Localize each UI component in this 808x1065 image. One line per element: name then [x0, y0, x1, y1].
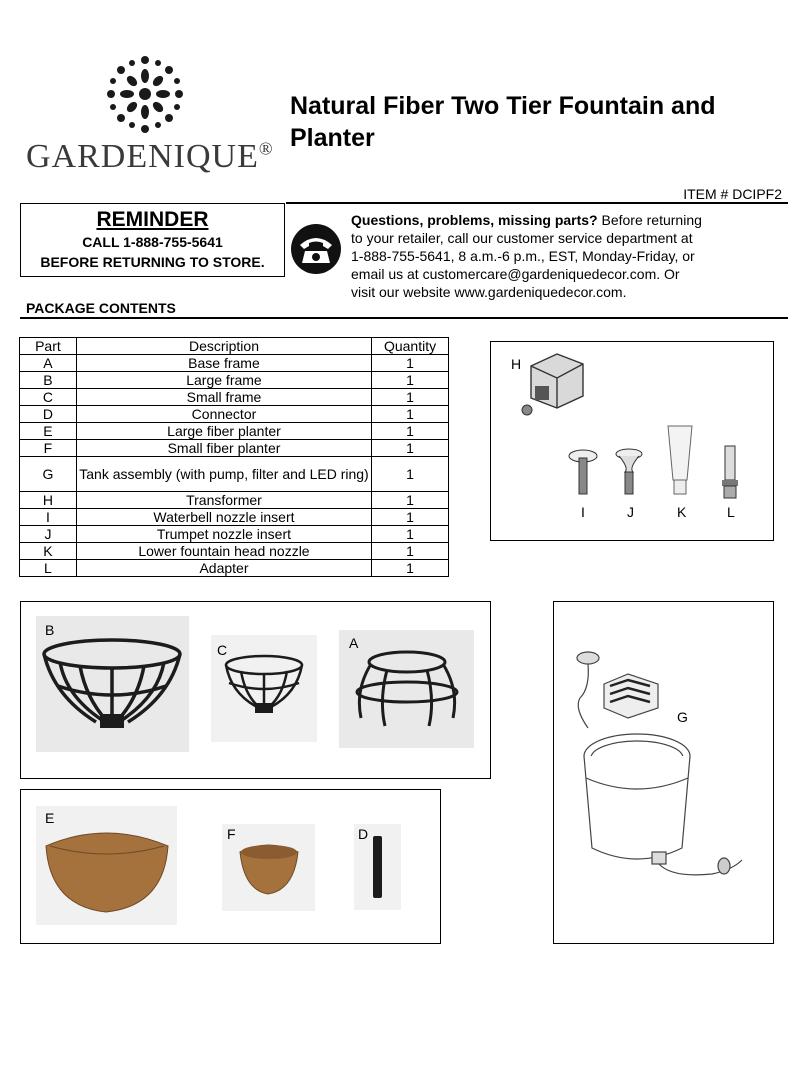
large-frame-photo [36, 616, 189, 752]
table-row [20, 509, 449, 526]
adapter-image [719, 444, 741, 500]
hardware-box [490, 341, 774, 541]
fountain-head-nozzle-image [663, 422, 697, 498]
cell-part: J [20, 526, 77, 543]
cell-part: K [20, 543, 77, 560]
contact-heading: Questions, problems, missing parts? [351, 212, 598, 228]
cell-part: D [20, 406, 77, 423]
logo-flower-icon [100, 52, 190, 137]
package-contents-heading: PACKAGE CONTENTS [26, 300, 176, 316]
contact-line-4: email us at customercare@gardeniquedecor.com. Or [351, 266, 680, 282]
label-B: B [45, 622, 55, 638]
table-row [20, 457, 449, 492]
cell-description: Adapter [76, 560, 371, 577]
cell-quantity: 1 [372, 492, 449, 509]
label-A: A [349, 635, 359, 651]
table-row [20, 389, 449, 406]
table-row [20, 355, 449, 372]
small-planter-photo [222, 824, 315, 911]
small-fiber-planter-image [222, 824, 315, 911]
label-E: E [45, 810, 55, 826]
contact-line-2: to your retailer, call our customer service department at [351, 230, 693, 246]
trumpet-nozzle-image [613, 448, 645, 498]
large-planter-photo [36, 806, 177, 925]
tank-box [553, 601, 774, 944]
cell-part: E [20, 423, 77, 440]
cell-quantity: 1 [372, 440, 449, 457]
reminder-call: CALL 1-888-755-5641 [82, 234, 223, 250]
table-row [20, 406, 449, 423]
cell-quantity: 1 [372, 543, 449, 560]
title-line-1: Natural Fiber Two Tier Fountain and [290, 92, 716, 120]
planters-box [20, 789, 441, 944]
label-L: L [727, 504, 735, 520]
phone-icon [290, 223, 342, 275]
cell-quantity: 1 [372, 560, 449, 577]
cell-description: Transformer [76, 492, 371, 509]
base-frame-image [339, 630, 474, 748]
cell-quantity: 1 [372, 372, 449, 389]
cell-part: L [20, 560, 77, 577]
cell-description: Small frame [76, 389, 371, 406]
table-row [20, 372, 449, 389]
cell-part: B [20, 372, 77, 389]
header-quantity: Quantity [372, 338, 449, 355]
cell-quantity: 1 [372, 526, 449, 543]
header-part: Part [20, 338, 77, 355]
cell-description: Lower fountain head nozzle [76, 543, 371, 560]
cell-description: Connector [76, 406, 371, 423]
cell-quantity: 1 [372, 389, 449, 406]
registered-mark: ® [258, 138, 274, 159]
brand-logo [26, 138, 274, 176]
product-title [290, 90, 716, 154]
cell-quantity: 1 [372, 457, 449, 492]
table-row [20, 440, 449, 457]
cell-description: Large fiber planter [76, 423, 371, 440]
cell-part: G [20, 457, 77, 492]
cell-part: I [20, 509, 77, 526]
cell-part: C [20, 389, 77, 406]
parts-table [19, 337, 449, 577]
table-row [20, 423, 449, 440]
cell-description: Large frame [76, 372, 371, 389]
table-row [20, 560, 449, 577]
transformer-image [519, 348, 589, 420]
cell-part: A [20, 355, 77, 372]
contact-line-1: Before returning [597, 212, 702, 228]
tank-assembly-image [562, 638, 762, 898]
label-C: C [217, 642, 228, 658]
frames-box [20, 601, 491, 779]
waterbell-nozzle-image [567, 448, 599, 498]
label-G: G [677, 709, 688, 725]
table-row [20, 492, 449, 509]
contact-info [351, 211, 791, 301]
reminder-before: BEFORE RETURNING TO STORE. [40, 254, 265, 270]
cell-quantity: 1 [372, 406, 449, 423]
cell-description: Trumpet nozzle insert [76, 526, 371, 543]
contact-line-3: 1-888-755-5641, 8 a.m.-6 p.m., EST, Monday-Friday, or [351, 248, 695, 264]
cell-part: F [20, 440, 77, 457]
table-header-row [20, 338, 449, 355]
label-J: J [627, 504, 634, 520]
reminder-heading: REMINDER [96, 208, 209, 231]
table-row [20, 526, 449, 543]
section-divider [20, 317, 788, 319]
cell-quantity: 1 [372, 423, 449, 440]
cell-description: Base frame [76, 355, 371, 372]
header-description: Description [76, 338, 371, 355]
cell-quantity: 1 [372, 355, 449, 372]
title-line-2: Planter [290, 124, 375, 152]
large-frame-image [36, 616, 189, 752]
cell-description: Small fiber planter [76, 440, 371, 457]
header-divider [286, 202, 788, 204]
brand-name: GARDENIQUE [26, 138, 259, 175]
cell-part: H [20, 492, 77, 509]
contact-line-5: visit our website www.gardeniquedecor.com. [351, 284, 627, 300]
label-H: H [511, 356, 522, 372]
reminder-box [20, 203, 285, 277]
label-D: D [358, 826, 369, 842]
cell-description: Waterbell nozzle insert [76, 509, 371, 526]
cell-description: Tank assembly (with pump, filter and LED ring) [76, 457, 371, 492]
cell-quantity: 1 [372, 509, 449, 526]
label-I: I [581, 504, 585, 520]
base-frame-photo [339, 630, 474, 748]
item-number: ITEM # DCIPF2 [683, 186, 782, 202]
table-row [20, 543, 449, 560]
label-F: F [227, 826, 236, 842]
label-K: K [677, 504, 687, 520]
large-fiber-planter-image [36, 806, 177, 925]
